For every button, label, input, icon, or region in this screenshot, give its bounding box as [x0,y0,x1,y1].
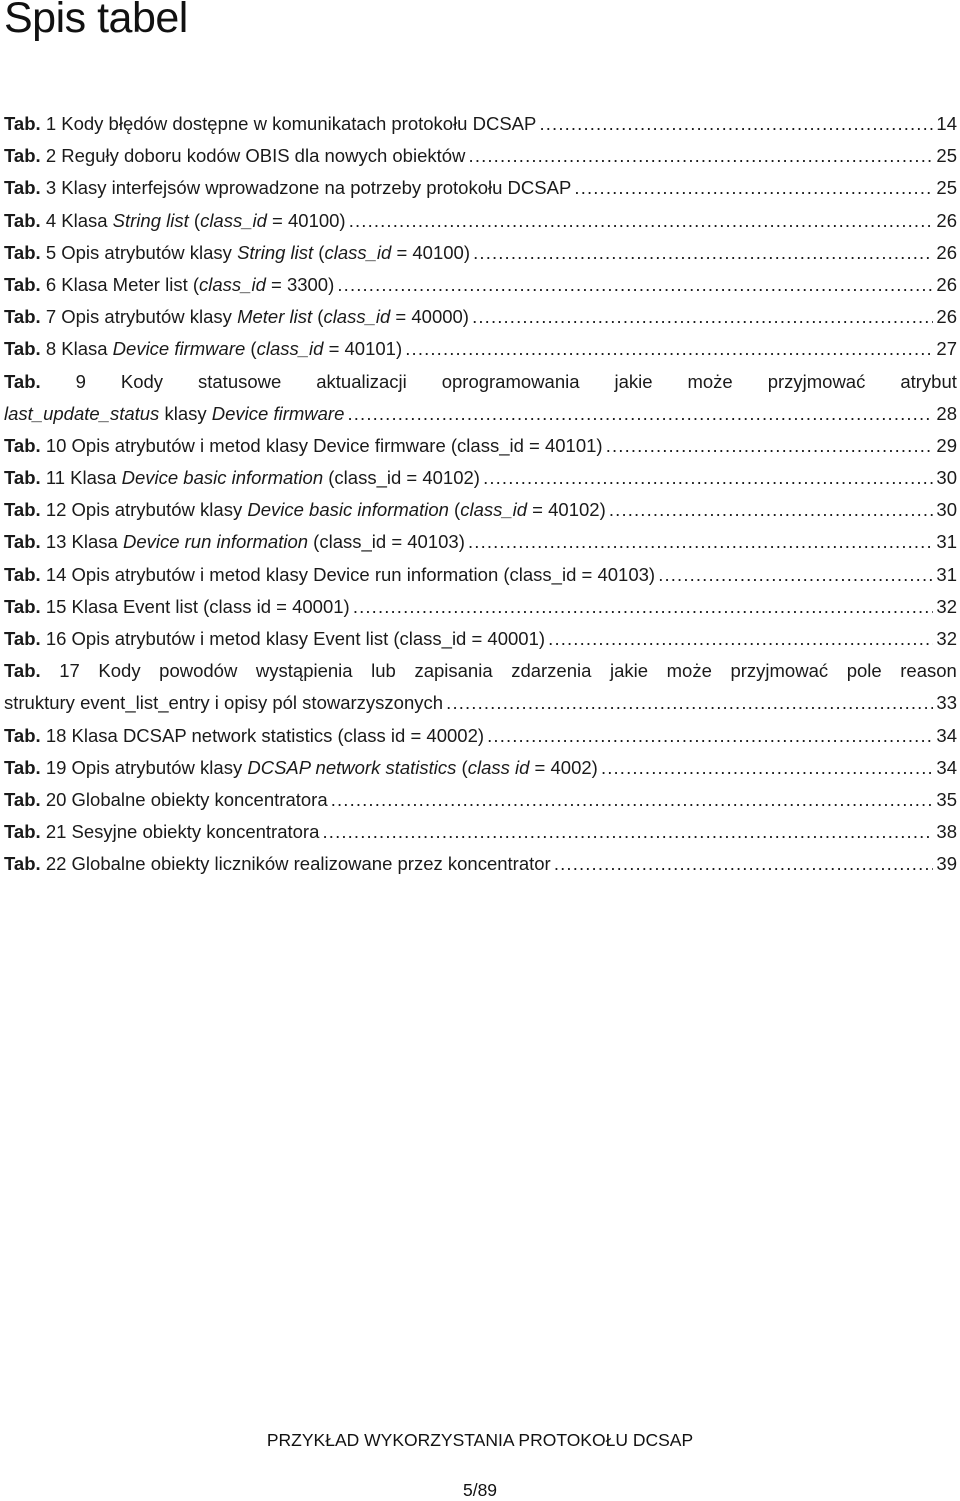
toc-entry-5[interactable] [4,237,960,269]
entry-word: jakie [609,660,649,682]
entry-text-part: = 3300) [265,273,335,295]
tab-number: 19 [45,756,67,778]
entry-text-part: ( [245,338,257,360]
tab-number: 22 [45,853,67,875]
entry-text-italic: class_id [256,338,324,360]
tab-label: Tab. [4,209,41,231]
page-number: 34 [936,756,957,778]
entry-text: Klasa DCSAP network statistics (class id = 40002) [71,724,485,746]
toc-entry-1[interactable] [4,108,960,140]
toc-entry-18[interactable] [4,720,960,752]
tab-number: 13 [45,531,67,553]
toc-entry-17[interactable] [4,655,960,719]
tab-number: 21 [45,821,67,843]
entry-text-part: klasy [159,402,212,424]
entry-text-part: Opis atrybutów klasy [61,306,238,328]
entry-word: przyjmować [730,660,829,682]
entry-text: Opis atrybutów i metod klasy Event list (class_id = 40001) [71,628,546,649]
entry-text-part: ( [448,499,461,521]
tab-label: Tab. [4,756,41,778]
entry-text-part: = 40100) [391,241,471,263]
entry-text-part: ( [313,241,325,263]
entry-text-part: = 40101) [323,338,403,360]
entry-word: jakie [614,370,653,392]
entry-text-italic: Device firmware [211,402,345,424]
page-number: 31 [936,563,957,585]
entry-text-italic: class_id [200,209,267,231]
entry-text-italic: last_update_status [4,402,160,424]
entry-text-italic: Device run information [122,531,309,553]
tab-number: 10 [45,434,67,456]
tab-label: Tab. [4,241,41,263]
toc-entry-13[interactable] [4,526,960,558]
entry-text-italic: class_id [199,273,266,295]
page-number: 29 [936,434,957,456]
page-number: 26 [936,209,957,231]
entry-text: Klasa Event list (class id = 40001) [71,595,350,617]
entry-word: powodów [159,660,238,682]
tab-number: 3 [45,177,57,199]
toc-entry-15[interactable] [4,591,960,623]
entry-word: zdarzenia [511,660,592,682]
tab-number: 18 [45,724,67,746]
entry-text-part: (class_id = 40102) [323,467,480,489]
toc-entry-21[interactable] [4,816,960,848]
entry-word: wystąpienia [255,660,353,682]
page-number: 14 [936,113,957,134]
entry-text-italic: Device basic information [247,499,449,521]
tab-number: 1 [45,113,57,134]
entry-word: Kody [120,370,164,392]
tab-label: Tab. [4,821,41,843]
entry-text-italic: class_id [323,306,391,328]
tab-number: 5 [45,241,57,263]
entry-line-1 [4,366,960,398]
page-number: 30 [936,499,957,521]
tab-label: Tab. [4,628,41,649]
entry-text-part: Opis atrybutów klasy [61,241,238,263]
footer-page-number: 5/89 [462,1480,498,1500]
tab-label: Tab. [4,499,41,521]
entry-text-italic: id [515,756,530,778]
entry-text-part: (class_id = 40103) [308,531,465,553]
entry-text-part: ( [456,756,468,778]
tab-number: 20 [45,788,67,810]
toc-entry-16[interactable] [4,623,960,655]
tab-label: Tab. [4,563,41,585]
page-number: 30 [936,467,957,489]
entry-text: struktury event_list_entry i opisy pól stowarzyszonych [4,692,444,714]
page-number: 34 [936,724,957,746]
entry-word: lub [371,660,396,682]
entry-word: może [687,370,733,392]
tab-label: Tab. [4,145,41,167]
entry-text-italic: Device firmware [112,338,246,360]
entry-text: Globalne obiekty liczników realizowane przez koncentrator [71,853,551,875]
tab-label: Tab. [4,788,41,810]
toc-entry-22[interactable] [4,848,960,880]
page-number: 31 [936,531,957,553]
tab-label: Tab. [4,660,41,682]
tab-number: 2 [45,145,57,167]
tab-label: Tab. [4,306,41,328]
page-number: 35 [936,788,957,810]
entry-text-part: Klasa [70,467,122,489]
page-number: 33 [936,692,957,714]
entry-text: Sesyjne obiekty koncentratora [71,821,320,843]
tab-number: 17 [59,660,80,682]
toc-entry-11[interactable] [4,462,960,494]
entry-text-part: Opis atrybutów klasy [71,499,248,521]
entry-text-part: = 40000) [390,306,469,328]
tab-label: Tab. [4,724,41,746]
tab-number: 8 [45,338,57,360]
toc-entry-4[interactable] [4,205,960,237]
page-number: 32 [936,628,957,649]
entry-text-italic: Device basic information [121,467,324,489]
tab-label: Tab. [4,338,41,360]
tab-label: Tab. [4,853,41,875]
tab-label: Tab. [4,595,41,617]
page-number: 38 [936,821,957,843]
tab-label: Tab. [4,531,41,553]
entry-line-1 [4,655,960,687]
toc-entry-20[interactable] [4,784,960,816]
entry-text-italic: class_id [460,499,528,521]
entry-word: atrybut [900,370,957,392]
tab-number: 15 [45,595,67,617]
tab-number: 14 [45,563,67,585]
entry-word: przyjmować [767,370,866,392]
entry-text-part: = 40100) [266,209,346,231]
entry-text-part: = 40102) [527,499,606,521]
table-of-tables [4,108,960,881]
tab-label: Tab. [4,434,41,456]
entry-text: Opis atrybutów i metod klasy Device firmware (class_id = 40101) [71,434,603,456]
tab-number: 12 [45,499,67,521]
entry-text-italic: Meter list [237,306,313,328]
tab-number: 4 [45,209,57,231]
entry-text-italic: String list [112,209,189,231]
tab-number: 16 [45,628,67,649]
page-number: 25 [936,177,957,199]
toc-entry-10[interactable] [4,430,960,462]
entry-word: może [666,660,712,682]
toc-entry-6[interactable] [4,269,960,301]
tab-label: Tab. [4,467,41,489]
entry-text-part: Klasa [71,531,123,553]
entry-word: reason [900,660,957,682]
page-number: 26 [936,306,957,328]
tab-label: Tab. [4,370,41,392]
page-number: 28 [936,402,957,424]
toc-entry-7[interactable] [4,301,960,333]
entry-text-part: = 4002) [529,756,598,778]
entry-text: Globalne obiekty koncentratora [71,788,328,810]
tab-label: Tab. [4,113,41,134]
toc-entry-2[interactable] [4,140,960,172]
entry-word: statusowe [198,370,282,392]
entry-line-2 [4,687,960,719]
entry-line-2 [4,398,960,430]
tab-number: 6 [45,273,57,295]
tab-number: 7 [45,306,57,328]
entry-text-part: Klasa [61,209,113,231]
entry-text-part: Klasa Meter list ( [61,273,200,295]
page-number: 32 [936,595,957,617]
entry-text-italic: DCSAP network statistics [247,756,457,778]
toc-entry-9[interactable] [4,366,960,430]
entry-text: Opis atrybutów i metod klasy Device run information (class_id = 40103) [71,563,656,585]
entry-text-italic: class [467,756,510,778]
toc-entry-8[interactable] [4,333,960,365]
tab-number: 11 [45,467,66,489]
toc-entry-12[interactable] [4,494,960,526]
entry-text-italic: class_id [324,241,392,263]
entry-text-part: ( [188,209,201,231]
tab-label: Tab. [4,177,41,199]
page-number: 26 [936,273,957,295]
page-number: 39 [936,853,957,875]
entry-text-italic: String list [237,241,314,263]
entry-word: aktualizacji [316,370,407,392]
page-number: 26 [936,241,957,263]
entry-word: oprogramowania [441,370,580,392]
entry-word: pole [846,660,882,682]
page-title: Spis tabel [4,0,188,42]
tab-number: 9 [75,370,86,392]
page-number: 25 [936,145,957,167]
entry-text: Kody błędów dostępne w komunikatach protokołu DCSAP [61,113,537,134]
toc-entry-19[interactable] [4,752,960,784]
toc-entry-14[interactable] [4,559,960,591]
toc-entry-3[interactable] [4,172,960,204]
entry-word: Kody [98,660,141,682]
tab-label: Tab. [4,273,41,295]
entry-text-part: Klasa [61,338,113,360]
entry-text-part: ( [312,306,324,328]
footer-title: PRZYKŁAD WYKORZYSTANIA PROTOKOŁU DCSAP [266,1430,694,1450]
page-number: 27 [936,338,957,360]
entry-text: Klasy interfejsów wprowadzone na potrzeby protokołu DCSAP [61,177,572,199]
entry-text: Reguły doboru kodów OBIS dla nowych obiektów [61,145,466,167]
entry-text-part: Opis atrybutów klasy [71,756,248,778]
entry-word: zapisania [414,660,493,682]
